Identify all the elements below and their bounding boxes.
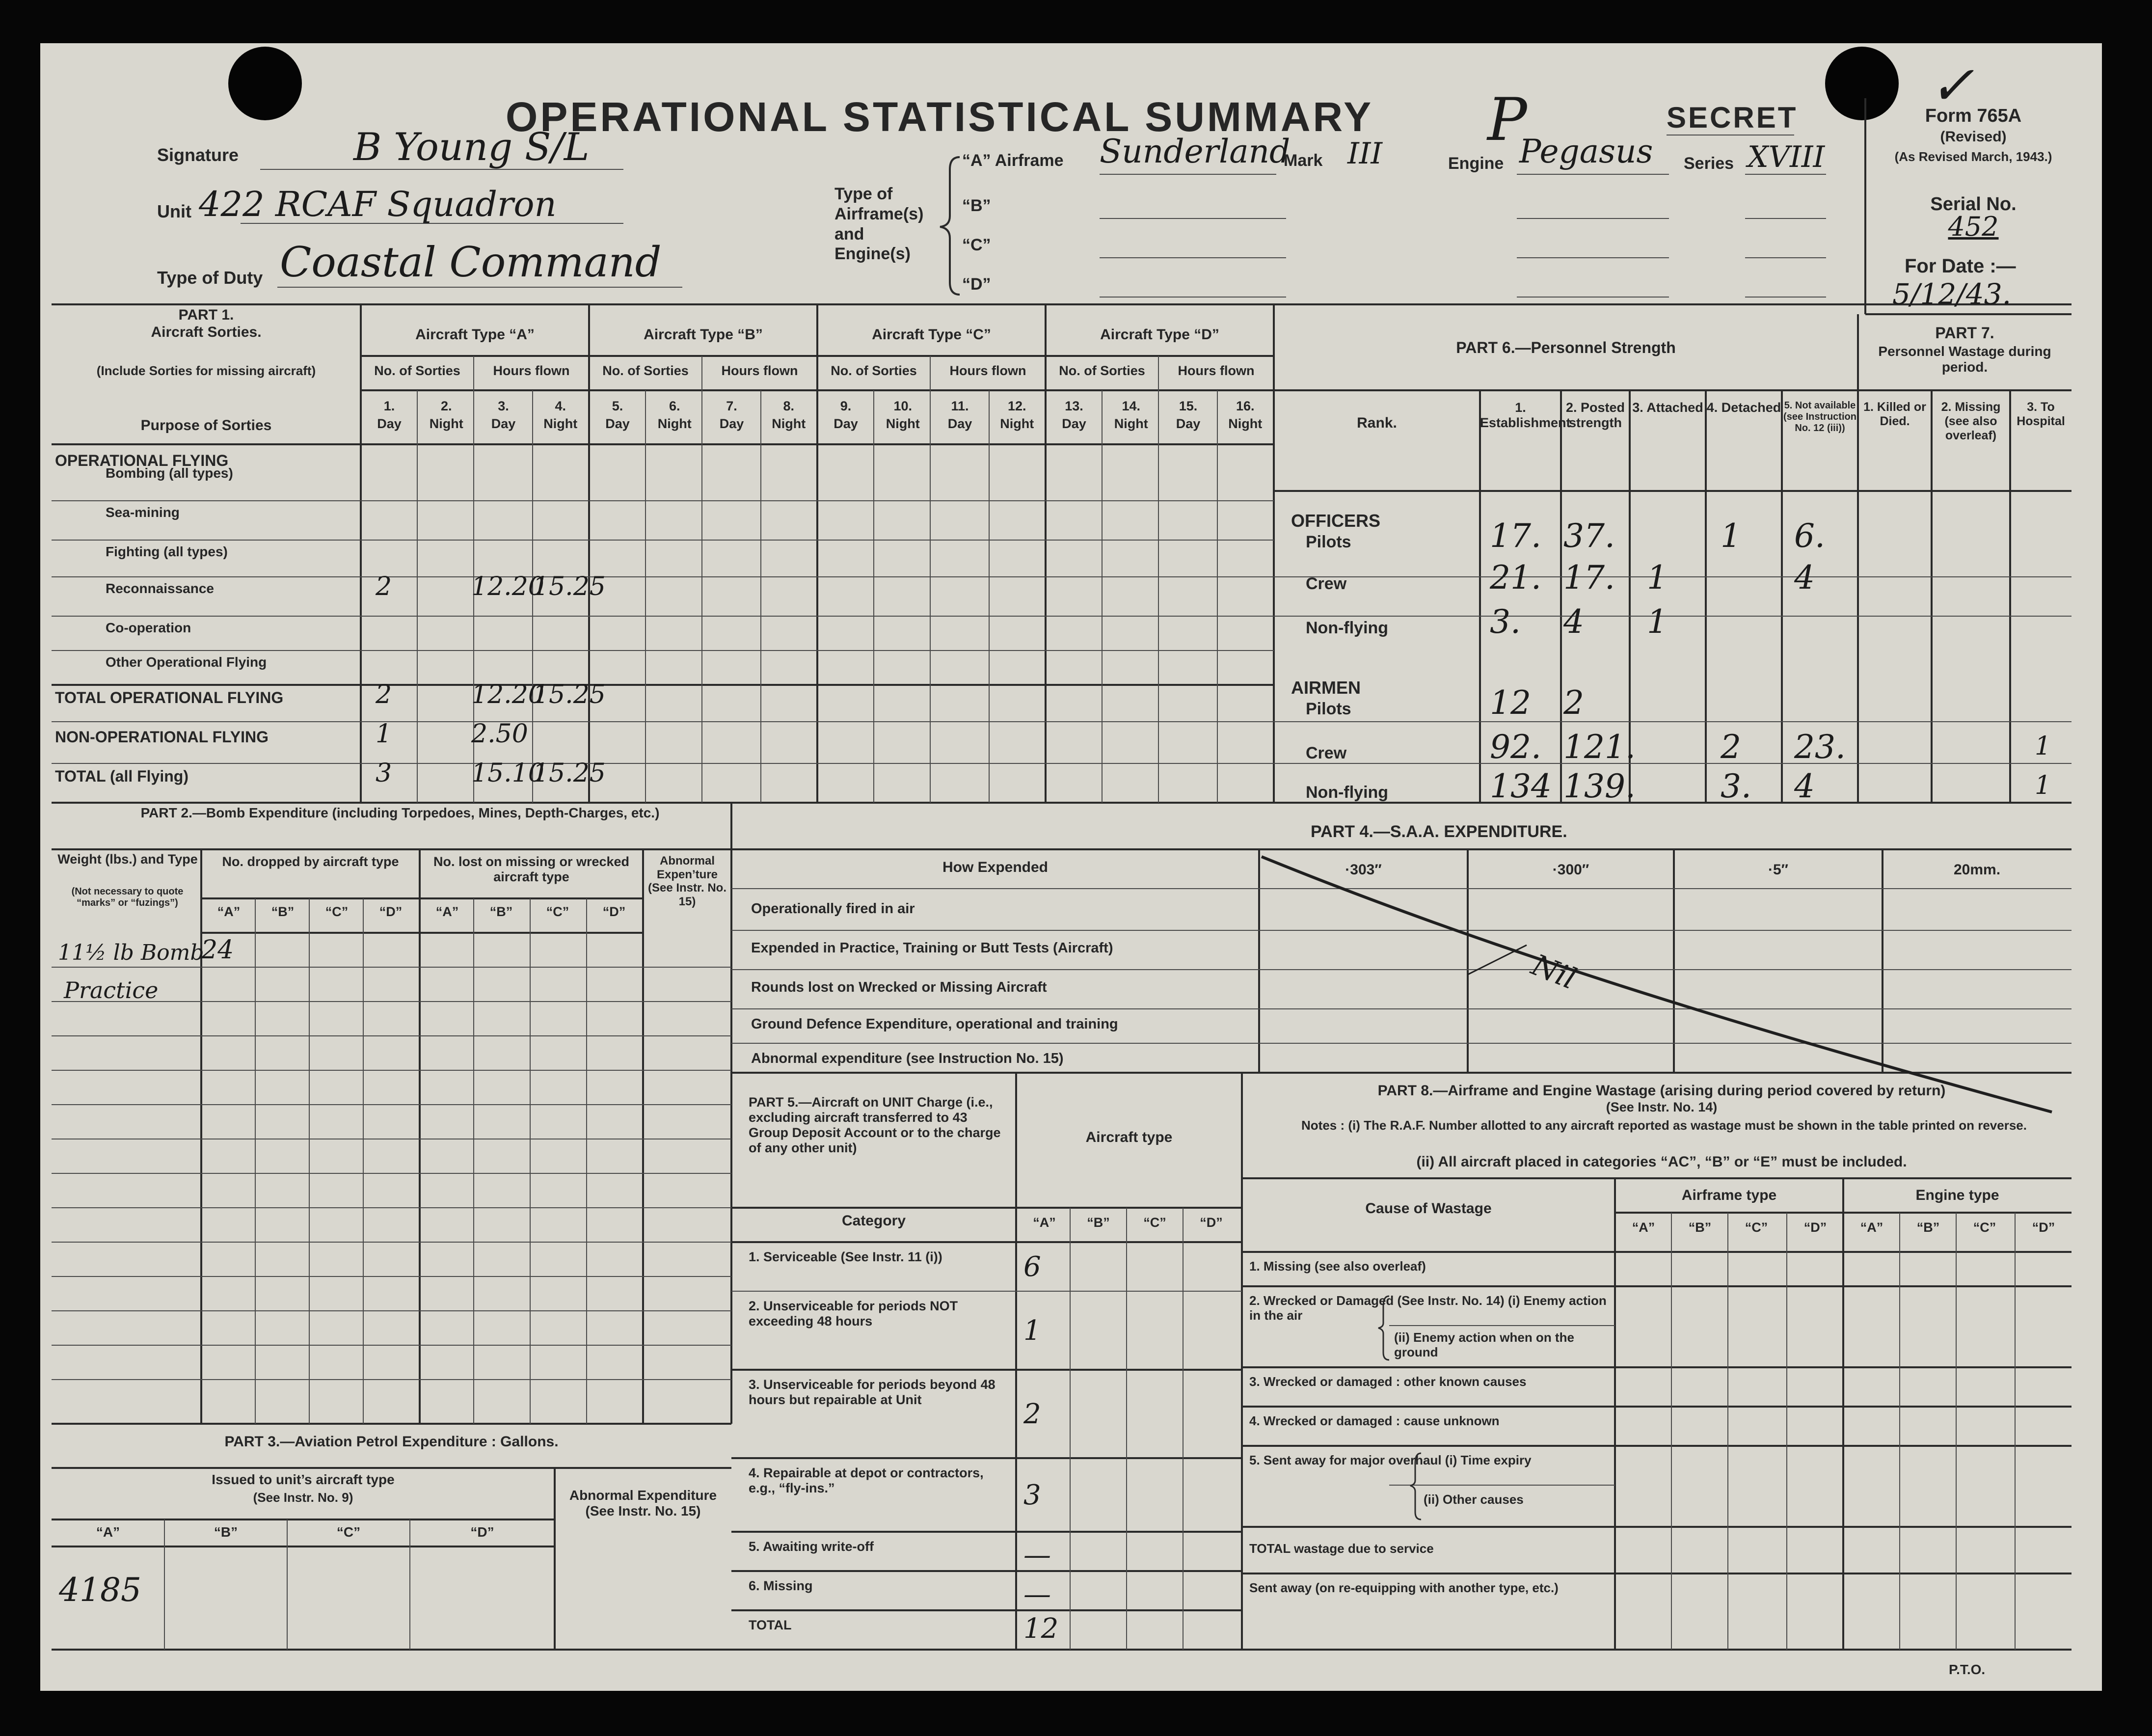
petrol-type-col: “C” [336, 1524, 361, 1540]
personnel-row-label: Pilots [1306, 700, 1351, 718]
personnel-row-label: Pilots [1306, 533, 1351, 551]
saa-col-header: ·5″ [1768, 862, 1789, 878]
personnel-row-label: Crew [1306, 744, 1347, 762]
aircraft-type-col: “D” [1200, 1215, 1223, 1230]
aircraft-type-header: Aircraft type [1085, 1129, 1173, 1145]
bomb-type-col: “A” [217, 904, 241, 919]
petrol-type-col: “D” [470, 1524, 494, 1540]
lost-header: No. lost on missing or wrecked aircraft type [433, 854, 630, 885]
column-number: 16. [1236, 399, 1255, 413]
hours-subheader: Hours flown [1178, 363, 1255, 378]
column-number: 11. [951, 399, 969, 413]
aircraft-type-col: “C” [1143, 1215, 1166, 1230]
part3-abnormal-header: Abnormal Expenditure (See Instr. No. 15) [569, 1488, 717, 1519]
saa-row-label: Ground Defence Expenditure, operational and training [751, 1016, 1118, 1032]
column-number: 3. [498, 399, 509, 413]
personnel-value: 4 [1563, 603, 1584, 641]
sorties-subheader: No. of Sorties [831, 363, 917, 378]
sortie-value: 2 [376, 680, 392, 709]
personnel-col-header: 1. Establishment [1480, 400, 1571, 431]
column-word: Day [834, 416, 858, 431]
part8-instr: (See Instr. No. 14) [1606, 1100, 1718, 1114]
category-row-label: 6. Missing [749, 1578, 813, 1593]
sortie-value: 3 [376, 759, 392, 788]
personnel-value: 6. [1794, 517, 1825, 555]
engine-type-header: Engine type [1915, 1187, 1999, 1203]
wastage-cause-label: Sent away (on re-equipping with another type, etc.) [1249, 1580, 1559, 1595]
column-number: 5. [612, 399, 623, 413]
sortie-row-label: Fighting (all types) [106, 544, 228, 559]
saa-row-label: Expended in Practice, Training or Butt Tests (Aircraft) [751, 940, 1113, 956]
wastage-type-col: “B” [1688, 1220, 1712, 1235]
airmen-label: AIRMEN [1291, 678, 1361, 698]
wastage-type-col: “A” [1860, 1220, 1883, 1235]
part8-note1: Notes : (i) The R.A.F. Number allotted to any aircraft reported as wastage must be shown in the table printed on reverse. [1301, 1118, 2027, 1133]
personnel-value: 2 [1563, 684, 1584, 722]
check-mark: ✓ [1929, 54, 1975, 117]
category-row-label: TOTAL [749, 1618, 792, 1632]
bomb-type-entry-2: Practice [64, 977, 159, 1004]
part4-nil-note: Nil [1527, 948, 1581, 997]
column-word: Night [1228, 416, 1263, 431]
issued-note: (See Instr. No. 9) [253, 1490, 353, 1505]
category-a-value: 3 [1023, 1479, 1041, 1511]
saa-row-label: Abnormal expenditure (see Instruction No. 15) [751, 1051, 1064, 1066]
part2-abnormal-header: Abnormal Expen’ture (See Instr. No. 15) [647, 854, 727, 908]
wastage-type-col: “C” [1973, 1220, 1996, 1235]
bomb-type-entry: 11½ lb Bomb [58, 940, 204, 965]
column-word: Night [657, 416, 692, 431]
sortie-value: 1 [376, 719, 392, 749]
part3-title: PART 3.—Aviation Petrol Expenditure : Gallons. [224, 1434, 559, 1450]
sortie-value: 15.25 [533, 572, 606, 601]
sorties-subheader: No. of Sorties [374, 363, 460, 378]
personnel-value: 4 [1794, 559, 1815, 597]
date-label: For Date :— [1905, 255, 2016, 277]
column-word: Night [886, 416, 920, 431]
personnel-value: 17. [1490, 517, 1541, 555]
personnel-value: 121. [1563, 728, 1636, 766]
officers-label: OFFICERS [1291, 511, 1381, 531]
serial-label: Serial No. [1930, 194, 2017, 215]
category-a-value: 6 [1023, 1250, 1041, 1283]
personnel-value: 21. [1490, 559, 1541, 597]
sortie-value: 2.50 [471, 719, 528, 749]
cause-header: Cause of Wastage [1365, 1200, 1492, 1217]
rank-header: Rank. [1357, 415, 1397, 431]
part2-title: PART 2.—Bomb Expenditure (including Torpedoes, Mines, Depth-Charges, etc.) [140, 805, 660, 820]
saa-row-label: Rounds lost on Wrecked or Missing Aircraft [751, 979, 1047, 995]
petrol-type-col: “A” [96, 1524, 120, 1540]
dropped-header: No. dropped by aircraft type [222, 854, 399, 869]
part7-subtitle: Personnel Wastage during period. [1878, 344, 2051, 375]
form-revised: (Revised) [1940, 129, 2007, 145]
personnel-value: 3. [1721, 767, 1751, 805]
part4-title: PART 4.—S.A.A. EXPENDITURE. [1311, 822, 1567, 841]
hours-subheader: Hours flown [949, 363, 1026, 378]
weight-note: (Not necessary to quote “marks” or “fuzings”) [71, 886, 184, 908]
duty-label: Type of Duty [157, 268, 263, 288]
column-word: Night [543, 416, 578, 431]
type-b-header: Aircraft Type “B” [644, 326, 763, 343]
sortie-row-label: TOTAL OPERATIONAL FLYING [55, 689, 284, 706]
a-engine-value: Pegasus [1519, 133, 1653, 170]
sortie-row-label: NON-OPERATIONAL FLYING [55, 728, 269, 746]
unit-value: 422 RCAF Squadron [199, 184, 557, 224]
category-row-label: 4. Repairable at depot or contractors, e.g., “fly-ins.” [749, 1465, 984, 1496]
weight-header: Weight (lbs.) and Type [57, 852, 198, 867]
personnel-value: 92. [1490, 728, 1541, 766]
column-word: Day [719, 416, 744, 431]
signature-label: Signature [157, 145, 239, 165]
bomb-type-col: “A” [435, 904, 459, 919]
column-number: 14. [1122, 399, 1141, 413]
wastage-value: 1 [2035, 732, 2051, 761]
personnel-col-header: 4. Detached [1706, 400, 1781, 415]
category-row-label: 1. Serviceable (See Instr. 11 (i)) [749, 1249, 942, 1264]
sortie-value: 12.20 [471, 680, 544, 709]
saa-col-header: ·300″ [1552, 862, 1589, 878]
engine-label: Engine [1448, 154, 1504, 173]
personnel-col-header: 2. Posted strength [1565, 400, 1625, 431]
personnel-row-label: Crew [1306, 574, 1347, 593]
personnel-col-header: 5. Not available (see Instruction No. 12 (iii)) [1783, 400, 1856, 434]
saa-col-header: 20mm. [1953, 862, 2001, 878]
wastage-cause-label: 4. Wrecked or damaged : cause unknown [1249, 1413, 1500, 1428]
sortie-value: 15.10 [471, 759, 544, 788]
operational-flying-label: OPERATIONAL FLYING [55, 452, 229, 469]
sortie-value: 15.25 [533, 680, 606, 709]
part1-subtitle: Aircraft Sorties. [151, 324, 262, 340]
wastage-cause-label: TOTAL wastage due to service [1249, 1541, 1434, 1556]
part8-note2: (ii) All aircraft placed in categories “AC”, “B” or “E” must be included. [1416, 1154, 1907, 1170]
pto-label: P.T.O. [1949, 1662, 1986, 1677]
sortie-value: 12.20 [471, 572, 544, 601]
sortie-row-label: Other Operational Flying [106, 654, 267, 670]
c-airframe-label: “C” [962, 236, 991, 254]
bomb-a-dropped: 24 [201, 935, 234, 965]
wastage-col-header: 1. Killed or Died. [1863, 400, 1926, 428]
personnel-value: 1 [1721, 517, 1741, 555]
column-number: 4. [555, 399, 566, 413]
personnel-value: 23. [1794, 728, 1846, 766]
issued-header: Issued to unit’s aircraft type [212, 1472, 395, 1487]
personnel-row-label: Non-flying [1306, 783, 1389, 802]
hours-subheader: Hours flown [493, 363, 570, 378]
wastage-cause-label: (ii) Other causes [1424, 1492, 1524, 1507]
sorties-subheader: No. of Sorties [602, 363, 689, 378]
personnel-value: 17. [1563, 559, 1615, 597]
personnel-value: 37. [1563, 517, 1615, 555]
type-c-header: Aircraft Type “C” [872, 326, 991, 343]
column-word: Day [605, 416, 630, 431]
category-a-value: — [1023, 1539, 1051, 1571]
a-series-value: XVIII [1748, 140, 1825, 174]
wastage-cause-label: 1. Missing (see also overleaf) [1249, 1259, 1426, 1274]
personnel-value: 139. [1563, 767, 1636, 805]
petrol-type-col: “B” [214, 1524, 238, 1540]
personnel-value: 1 [1647, 603, 1668, 641]
a-airframe-value: Sunderland [1100, 133, 1291, 170]
bomb-type-col: “D” [602, 904, 626, 919]
signature-value: B Young S/L [353, 125, 590, 169]
wastage-type-col: “D” [2032, 1220, 2055, 1235]
column-word: Day [947, 416, 972, 431]
personnel-value: 3. [1490, 603, 1521, 641]
wastage-cause-label: 2. Wrecked or Damaged (See Instr. No. 14) (i) Enemy action in the air [1249, 1293, 1607, 1323]
part1-title: PART 1. [178, 307, 234, 323]
part1-note: (Include Sorties for missing aircraft) [96, 363, 316, 378]
saa-row-label: Operationally fired in air [751, 901, 915, 917]
column-number: 12. [1007, 399, 1026, 413]
personnel-value: 134 [1490, 767, 1552, 805]
sortie-value: 2 [376, 572, 392, 601]
column-number: 7. [726, 399, 737, 413]
personnel-col-header: 3. Attached [1632, 400, 1703, 415]
aircraft-type-col: “B” [1087, 1215, 1110, 1230]
personnel-value: 2 [1721, 728, 1741, 766]
form-revised-date: (As Revised March, 1943.) [1894, 149, 2052, 164]
category-a-value: 2 [1023, 1398, 1041, 1430]
bomb-type-col: “B” [271, 904, 295, 919]
category-row-label: 3. Unserviceable for periods beyond 48 hours but repairable at Unit [749, 1377, 995, 1408]
wastage-type-col: “D” [1803, 1220, 1827, 1235]
aircraft-type-col: “A” [1033, 1215, 1056, 1230]
airframe-type-header: Airframe type [1681, 1187, 1777, 1203]
category-a-value: 12 [1023, 1613, 1059, 1645]
initial-mark: P [1487, 86, 1527, 154]
hours-subheader: Hours flown [721, 363, 798, 378]
saa-col-header: ·303″ [1345, 862, 1382, 878]
sortie-value: 15.25 [533, 759, 606, 788]
part6-title: PART 6.—Personnel Strength [1456, 339, 1676, 356]
type-a-header: Aircraft Type “A” [415, 326, 535, 343]
purpose-header: Purpose of Sorties [140, 417, 272, 434]
a-airframe-label: “A” Airframe [962, 151, 1064, 170]
column-word: Night [429, 416, 463, 431]
sortie-row-label: Sea-mining [106, 505, 180, 520]
wastage-cause-label: 5. Sent away for major overhaul (i) Time expiry [1249, 1453, 1532, 1467]
personnel-row-label: Non-flying [1306, 619, 1389, 637]
how-expended-header: How Expended [942, 859, 1049, 875]
part5-title: PART 5.—Aircraft on UNIT Charge (i.e., excluding aircraft transferred to 43 Group Deposit Account or to the charge of any other unit) [749, 1095, 1001, 1156]
bomb-type-col: “C” [546, 904, 569, 919]
part7-title: PART 7. [1935, 324, 1994, 342]
column-word: Day [1062, 416, 1086, 431]
category-header: Category [841, 1213, 906, 1229]
category-a-value: — [1023, 1578, 1051, 1610]
column-word: Night [772, 416, 806, 431]
sortie-row-label: TOTAL (all Flying) [55, 767, 188, 785]
column-word: Day [491, 416, 516, 431]
mark-label: Mark [1284, 151, 1323, 170]
wastage-cause-label: (ii) Enemy action when on the ground [1394, 1330, 1574, 1359]
type-d-header: Aircraft Type “D” [1100, 326, 1219, 343]
petrol-a-value: 4185 [59, 1571, 141, 1609]
sorties-subheader: No. of Sorties [1059, 363, 1145, 378]
date-value: 5/12/43. [1892, 277, 2012, 311]
bomb-type-col: “D” [379, 904, 403, 919]
column-number: 10. [893, 399, 913, 413]
column-number: 9. [840, 399, 852, 413]
airframe-engine-label: Type of Airframe(s) and Engine(s) [834, 185, 924, 264]
column-number: 6. [669, 399, 680, 413]
column-number: 13. [1065, 399, 1083, 413]
personnel-value: 4 [1794, 767, 1815, 805]
form-number: Form 765A [1925, 106, 2022, 126]
sortie-row-label: Bombing (all types) [106, 465, 233, 481]
wastage-col-header: 2. Missing (see also overleaf) [1941, 400, 2001, 442]
series-label: Series [1684, 154, 1734, 173]
column-word: Night [1114, 416, 1148, 431]
sortie-row-label: Reconnaissance [106, 581, 214, 596]
column-number: 1. [383, 399, 395, 413]
bomb-type-col: “B” [489, 904, 513, 919]
wastage-col-header: 3. To Hospital [2017, 400, 2065, 428]
bomb-type-col: “C” [325, 904, 349, 919]
form-title: OPERATIONAL STATISTICAL SUMMARY [506, 94, 1374, 140]
wastage-type-col: “A” [1632, 1220, 1655, 1235]
category-a-value: 1 [1023, 1314, 1041, 1347]
part8-title: PART 8.—Airframe and Engine Wastage (arising during period covered by return) [1377, 1083, 1946, 1099]
column-number: 8. [783, 399, 795, 413]
column-number: 15. [1179, 399, 1198, 413]
wastage-type-col: “C” [1745, 1220, 1768, 1235]
column-word: Night [1000, 416, 1034, 431]
d-airframe-label: “D” [962, 275, 991, 294]
a-mark-value: III [1347, 136, 1383, 171]
column-number: 2. [440, 399, 452, 413]
secret-label: SECRET [1667, 101, 1798, 134]
wastage-type-col: “B” [1916, 1220, 1940, 1235]
serial-number: 452 [1948, 211, 1999, 242]
personnel-value: 12 [1490, 684, 1531, 722]
sortie-row-label: Co-operation [106, 620, 191, 635]
category-row-label: 2. Unserviceable for periods NOT exceeding 48 hours [749, 1299, 958, 1329]
wastage-cause-label: 3. Wrecked or damaged : other known causes [1249, 1374, 1527, 1389]
unit-label: Unit [157, 201, 191, 221]
column-word: Day [377, 416, 402, 431]
b-airframe-label: “B” [962, 196, 991, 215]
duty-value: Coastal Command [280, 238, 662, 286]
personnel-value: 1 [1647, 559, 1668, 597]
category-row-label: 5. Awaiting write-off [749, 1539, 874, 1554]
wastage-value: 1 [2035, 771, 2051, 800]
column-word: Day [1176, 416, 1201, 431]
